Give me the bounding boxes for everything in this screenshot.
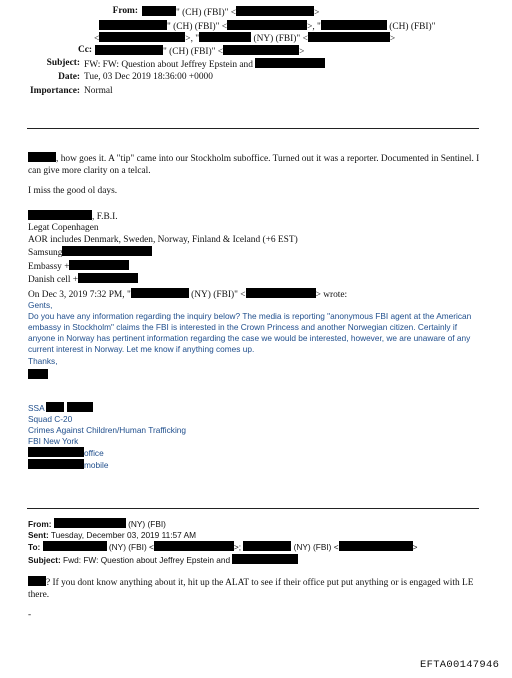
to-value-line1: " (CH) (FBI)" < >, " (CH) (FBI)" <box>99 20 436 32</box>
signature-embassy: Embassy + <box>28 260 298 273</box>
quoted-squad: Squad C-20 <box>28 413 73 424</box>
signature-samsung: Samsung <box>28 246 298 259</box>
redaction <box>232 554 298 564</box>
quoted-signature <box>28 402 186 470</box>
redaction <box>54 518 126 528</box>
redaction <box>28 447 84 457</box>
quoted-greeting: Gents, <box>28 300 53 310</box>
body-paragraph-2: I miss the good ol days. <box>28 186 118 196</box>
redaction <box>78 273 138 283</box>
redaction <box>43 541 107 551</box>
date-value: Tue, 03 Dec 2019 18:36:00 +0000 <box>84 72 213 82</box>
forward-sent: Sent: Tuesday, December 03, 2019 11:57 AM <box>28 530 197 541</box>
redaction <box>95 45 163 55</box>
redaction <box>67 402 93 412</box>
subject-value: FW: FW: Question about Jeffrey Epstein and <box>84 58 325 70</box>
quoted-thanks: Thanks, <box>28 356 58 366</box>
quoted-ssa: SSA <box>28 402 186 414</box>
bates-number: EFTA00147946 <box>420 659 500 671</box>
redaction <box>246 288 316 298</box>
redaction <box>69 260 129 270</box>
cc-value: " (CH) (FBI)" < > <box>95 45 304 57</box>
redaction <box>99 20 167 30</box>
cc-label: Cc: <box>77 45 92 55</box>
redaction <box>62 246 152 256</box>
redaction <box>99 32 185 42</box>
redaction <box>236 6 314 16</box>
redaction <box>131 288 189 298</box>
forward-message: ? If you dont know anything about it, hit up the ALAT to see if their office put put anything or is engaged with LE there. <box>28 578 474 600</box>
importance-value: Normal <box>84 86 113 96</box>
forward-divider <box>27 508 479 509</box>
quoted-office-name: FBI New York <box>28 435 79 446</box>
redaction <box>255 58 325 68</box>
body-paragraph-1: , how goes it. A "tip" came into our Stockholm suboffice. Turned out it was a reporter. Documented in Sentinel. I can give more clarity on a telcal. <box>28 154 480 176</box>
to-value-line2: < >, " (NY) (FBI)" < > <box>94 34 396 44</box>
importance-label: Importance: <box>30 86 80 96</box>
redaction <box>199 32 251 42</box>
forward-subject: Subject: Fwd: FW: Question about Jeffrey Epstein and <box>28 554 417 566</box>
redaction <box>46 402 64 412</box>
signature-office: Legat Copenhagen <box>28 223 99 234</box>
redaction <box>28 459 84 469</box>
quoted-attribution: On Dec 3, 2019 7:32 PM, " (NY) (FBI)" < > wrote: <box>28 290 348 300</box>
redaction <box>227 20 307 30</box>
signature-aor: AOR includes Denmark, Sweden, Norway, Finland & Iceland (+6 EST) <box>28 234 298 245</box>
redaction <box>28 576 46 586</box>
from-label: From: <box>112 6 138 16</box>
redaction <box>223 45 299 55</box>
redaction <box>28 210 92 220</box>
quoted-message: Do you have any information regarding the inquiry below? The media is reporting "anonymous FBI agent at the American embassy in Stockholm" claims the FBI is interested in the Crown Princess and another Norwegian citizen. Certainly if anyone in Norway has pertinent information regarding the case we would be interested, however, we are unaware of any current interest in Norway. Let me know if anything comes up. <box>28 311 472 354</box>
forward-to: To: (NY) (FBI) < >; (NY) (FBI) < > <box>28 542 418 553</box>
redaction <box>142 6 176 16</box>
forward-dash: - <box>28 610 32 620</box>
header-divider <box>27 128 479 129</box>
forward-header <box>28 518 417 566</box>
quoted-mobile-phone: mobile <box>28 459 186 471</box>
redaction <box>321 20 387 30</box>
quoted-unit: Crimes Against Children/Human Trafficking <box>28 424 187 435</box>
signature-danish-cell: Danish cell + <box>28 273 298 286</box>
subject-label: Subject: <box>46 58 80 68</box>
date-label: Date: <box>58 72 80 82</box>
signature-block <box>28 210 298 286</box>
redaction <box>339 541 413 551</box>
from-value: " (CH) (FBI)" < > <box>142 6 319 18</box>
redaction <box>243 541 291 551</box>
redaction <box>28 152 56 162</box>
forward-from: From: (NY) (FBI) <box>28 519 166 529</box>
redaction <box>28 369 48 379</box>
quoted-office-phone: office <box>28 447 186 459</box>
signature-name: , F.B.I. <box>28 210 298 223</box>
redaction <box>154 541 234 551</box>
redaction <box>308 32 390 42</box>
